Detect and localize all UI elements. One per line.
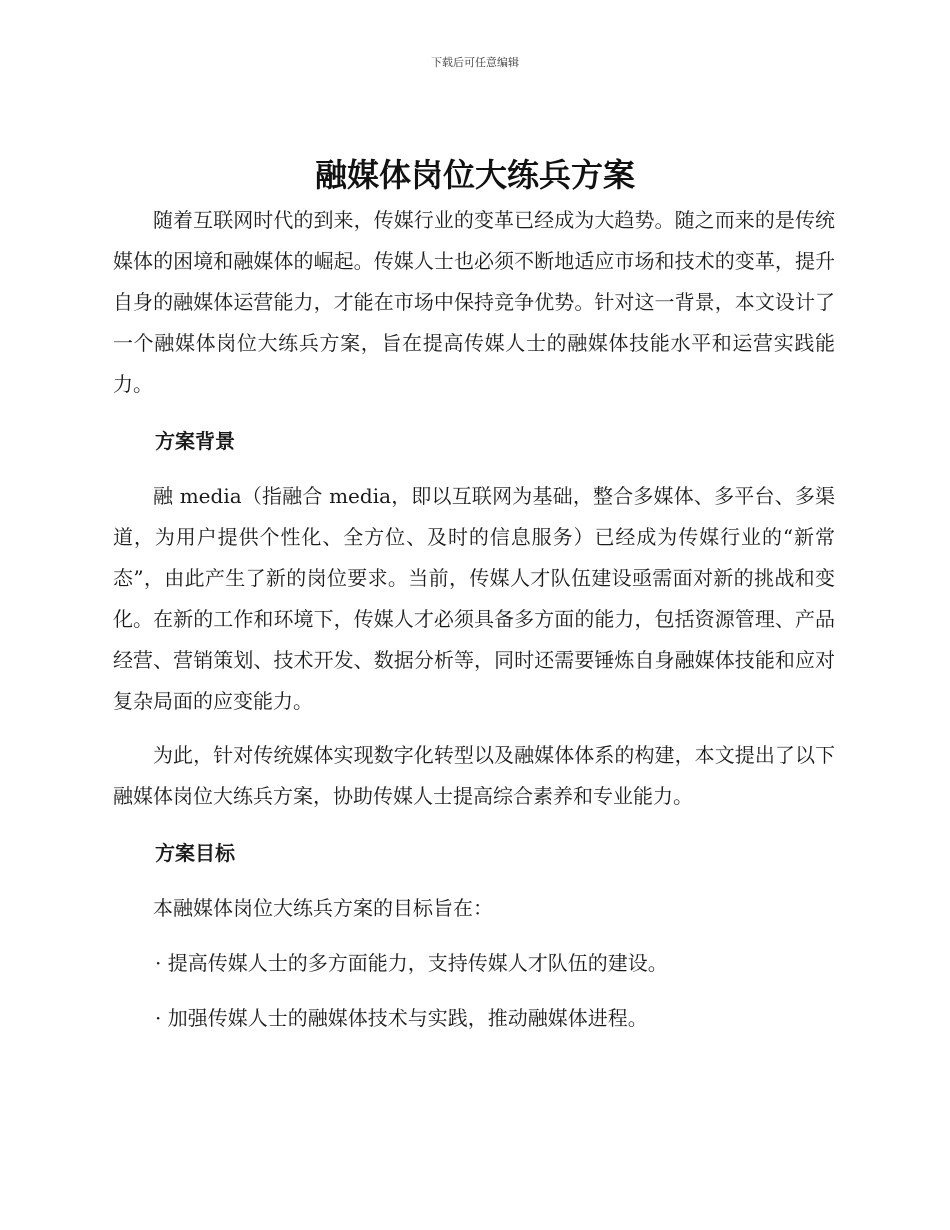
goal-bullet-2: · 加强传媒人士的融媒体技术与实践，推动融媒体进程。 [155, 1006, 648, 1030]
section-heading-background: 方案背景 [155, 429, 235, 453]
background-paragraph-2: 为此，针对传统媒体实现数字化转型以及融媒体体系的构建，本文提出了以下融媒体岗位大练兵方案，协助传媒人士提高综合素养和专业能力。 [113, 743, 835, 808]
goals-lead-paragraph: 本融媒体岗位大练兵方案的目标旨在： [153, 896, 493, 920]
header-note: 下载后可任意编辑 [431, 56, 519, 69]
document-title: 融媒体岗位大练兵方案 [314, 156, 635, 194]
background-paragraph-1: 融 media（指融合 media，即以互联网为基础，整合多媒体、多平台、多渠道，为用户提供个性化、全方位、及时的信息服务）已经成为传媒行业的“新常态”，由此产生了新的岗位要求。当前，传媒人才队伍建设亟需面对新的挑战和变化。在新的工作和环境下，传媒人才必须具备多方面的能力，包括资源管理、产品经营、营销策划、技术开发、数据分析等，同时还需要锤炼自身融媒体技能和应对复杂局面的应变能力。 [113, 484, 835, 713]
document-body [113, 200, 835, 1039]
intro-paragraph: 随着互联网时代的到来，传媒行业的变革已经成为大趋势。随之而来的是传统媒体的困境和融媒体的崛起。传媒人士也必须不断地适应市场和技术的变革，提升自身的融媒体运营能力，才能在市场中保持竞争优势。针对这一背景，本文设计了一个融媒体岗位大练兵方案，旨在提高传媒人士的融媒体技能水平和运营实践能力。 [113, 208, 835, 396]
goal-bullet-1: · 提高传媒人士的多方面能力，支持传媒人才队伍的建设。 [155, 951, 668, 975]
section-heading-goals: 方案目标 [155, 841, 235, 865]
